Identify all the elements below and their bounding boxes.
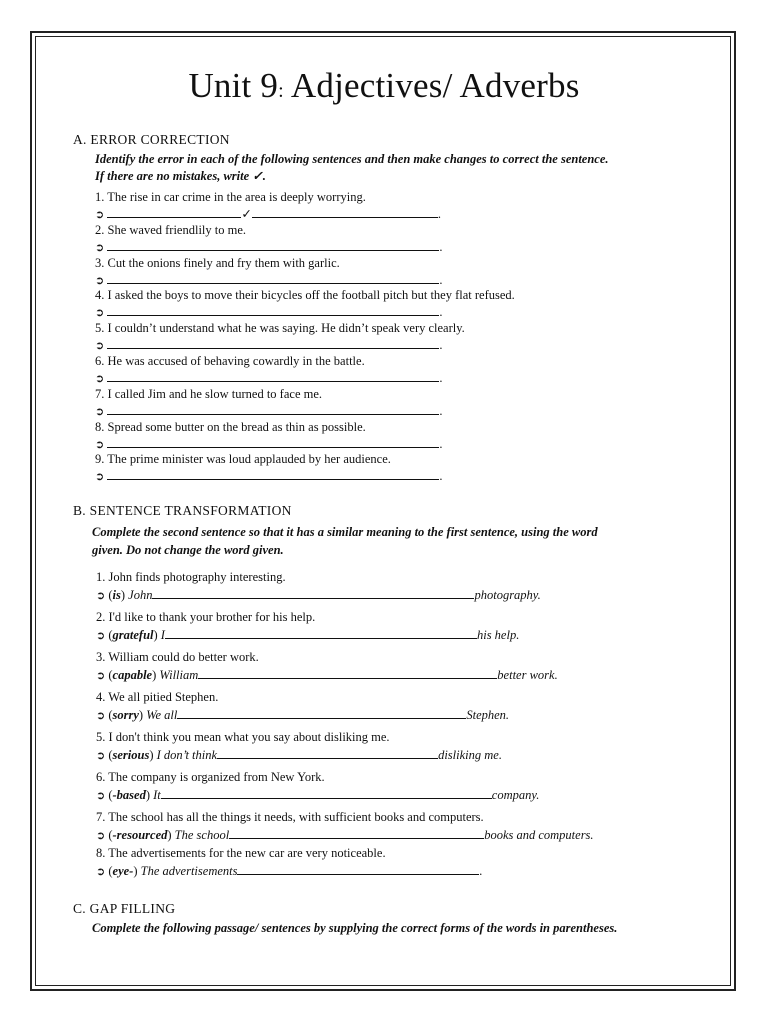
answer-blank[interactable] [217, 747, 438, 759]
given-word: is [112, 588, 121, 602]
arrow-icon: ➲ [95, 372, 105, 385]
answer-blank[interactable] [107, 304, 439, 316]
answer-end: books and computers. [484, 828, 594, 842]
section-b-instruction-1: Complete the second sentence so that it has a similar meaning to the first sentence, using the word [92, 525, 598, 539]
transform-sentence: 2. I'd like to thank your brother for his help. [96, 610, 316, 624]
period: . [439, 436, 443, 451]
transform-answer-line[interactable]: ➲ (eye-) The advertisements . [96, 864, 483, 878]
transform-sentence: 6. The company is organized from New York. [96, 770, 325, 784]
arrow-icon: ➲ [96, 589, 106, 602]
period: . [439, 272, 443, 287]
answer-blank[interactable] [177, 707, 466, 719]
answer-line[interactable] [95, 272, 442, 288]
answer-start: The school [174, 828, 230, 842]
period: . [439, 305, 443, 320]
arrow-icon: ➲ [95, 240, 105, 254]
given-word: sorry [112, 708, 139, 722]
section-a-instruction-1: Identify the error in each of the following sentences and then make changes to correct the sentence. [95, 152, 609, 166]
arrow-icon: ➲ [95, 404, 105, 418]
answer-blank[interactable] [229, 827, 484, 839]
answer-end: Stephen. [466, 708, 510, 722]
transform-sentence: 8. The advertisements for the new car are very noticeable. [96, 846, 386, 860]
error-sentence: 9. The prime minister was loud applauded by her audience. [95, 452, 391, 467]
given-word: -resourced [112, 828, 168, 842]
answer-end: photography. [474, 588, 541, 602]
period: . [439, 371, 443, 385]
answer-blank[interactable] [237, 863, 479, 875]
transform-sentence: 3. William could do better work. [96, 650, 259, 664]
period: . [439, 469, 443, 484]
answer-blank[interactable] [107, 403, 439, 415]
given-word: capable [112, 668, 153, 682]
answer-line[interactable] [95, 403, 442, 419]
section-c-heading: C. GAP FILLING [73, 901, 176, 916]
period: . [439, 403, 443, 418]
given-word: eye- [112, 864, 134, 878]
answer-blank[interactable] [107, 468, 439, 480]
transform-sentence: 4. We all pitied Stephen. [96, 690, 219, 704]
arrow-icon: ➲ [95, 208, 105, 221]
answer-blank[interactable] [107, 337, 439, 349]
arrow-icon: ➲ [96, 749, 106, 762]
section-b-instruction-2: given. Do not change the word given. [92, 543, 284, 557]
arrow-icon: ➲ [95, 437, 105, 451]
error-sentence: 6. He was accused of behaving cowardly in the battle. [95, 354, 365, 368]
answer-line[interactable] [95, 304, 442, 320]
given-word: -based [112, 788, 146, 802]
transform-sentence: 1. John finds photography interesting. [96, 570, 286, 584]
answer-end: better work. [497, 668, 558, 682]
transform-answer-line[interactable]: ➲ (serious) I don’t think disliking me. [96, 748, 502, 762]
answer-start: William [159, 668, 199, 682]
section-b-heading: B. SENTENCE TRANSFORMATION [73, 503, 292, 518]
error-sentence: 1. The rise in car crime in the area is deeply worrying. [95, 190, 366, 204]
transform-answer-line[interactable]: ➲ (capable) William better work. [96, 668, 558, 682]
section-a-instruction-2: If there are no mistakes, write ✓. [95, 169, 266, 183]
answer-blank[interactable] [165, 627, 477, 639]
answer-blank[interactable] [152, 587, 474, 599]
error-sentence: 8. Spread some butter on the bread as thin as possible. [95, 419, 366, 434]
section-c-instruction: Complete the following passage/ sentences by supplying the correct forms of the words in parentheses. [92, 921, 618, 935]
answer-line[interactable] [95, 239, 442, 255]
page-title: Unit 9: Adjectives/ Adverbs [188, 66, 580, 105]
answer-blank[interactable] [198, 667, 497, 679]
error-sentence: 4. I asked the boys to move their bicycles off the football pitch but they flat refused. [95, 288, 515, 303]
check-mark: ✓ [241, 207, 252, 221]
arrow-icon: ➲ [96, 865, 106, 878]
error-sentence: 3. Cut the onions finely and fry them with garlic. [95, 255, 340, 270]
period: . [437, 207, 441, 221]
arrow-icon: ➲ [96, 789, 106, 802]
transform-answer-line[interactable]: ➲ (-resourced) The school books and computers. [96, 828, 594, 842]
arrow-icon: ➲ [96, 669, 106, 682]
answer-line[interactable] [95, 337, 442, 353]
given-word: grateful [112, 628, 154, 642]
answer-start: John [128, 588, 153, 602]
answer-end: disliking me. [438, 748, 502, 762]
answer-start: We all [146, 708, 178, 722]
given-word: serious [112, 748, 150, 762]
answer-blank[interactable] [107, 272, 439, 284]
arrow-icon: ➲ [95, 339, 105, 353]
transform-sentence: 5. I don't think you mean what you say about disliking me. [96, 730, 390, 744]
transform-answer-line[interactable]: ➲ (sorry) We all Stephen. [96, 708, 510, 722]
arrow-icon: ➲ [95, 273, 105, 287]
answer-blank[interactable] [107, 370, 439, 382]
answer-start: I [160, 628, 165, 642]
transform-answer-line[interactable]: ➲ (is) John photography. [96, 588, 541, 602]
answer-blank[interactable] [252, 206, 438, 218]
answer-end: company. [491, 788, 540, 802]
error-sentence: 2. She waved friendlily to me. [95, 222, 247, 237]
error-sentence: 7. I called Jim and he slow turned to face me. [95, 386, 323, 401]
section-a-heading: A. ERROR CORRECTION [73, 132, 230, 147]
answer-blank[interactable] [107, 436, 439, 448]
answer-line[interactable] [95, 206, 441, 222]
arrow-icon: ➲ [96, 709, 106, 722]
answer-end: his help. [476, 628, 520, 642]
answer-blank[interactable] [107, 206, 241, 218]
answer-line[interactable] [95, 436, 442, 452]
answer-blank[interactable] [161, 787, 492, 799]
answer-blank[interactable] [107, 239, 439, 251]
answer-line[interactable] [95, 370, 442, 386]
period: . [439, 239, 443, 254]
transform-sentence: 7. The school has all the things it needs, with sufficient books and computers. [96, 810, 484, 824]
answer-line[interactable] [95, 468, 442, 484]
transform-answer-line[interactable]: ➲ (grateful) I his help. [96, 628, 520, 642]
arrow-icon: ➲ [95, 470, 105, 484]
arrow-icon: ➲ [95, 306, 105, 320]
error-sentence: 5. I couldn’t understand what he was saying. He didn’t speak very clearly. [95, 321, 465, 336]
transform-answer-line[interactable]: ➲ (-based) It company. [96, 788, 540, 802]
arrow-icon: ➲ [96, 629, 106, 642]
answer-end: . [479, 864, 483, 878]
arrow-icon: ➲ [96, 829, 106, 842]
answer-start: I don’t think [156, 748, 218, 762]
answer-start: It [153, 788, 161, 802]
period: . [439, 338, 443, 353]
answer-start: The advertisements [140, 864, 238, 878]
